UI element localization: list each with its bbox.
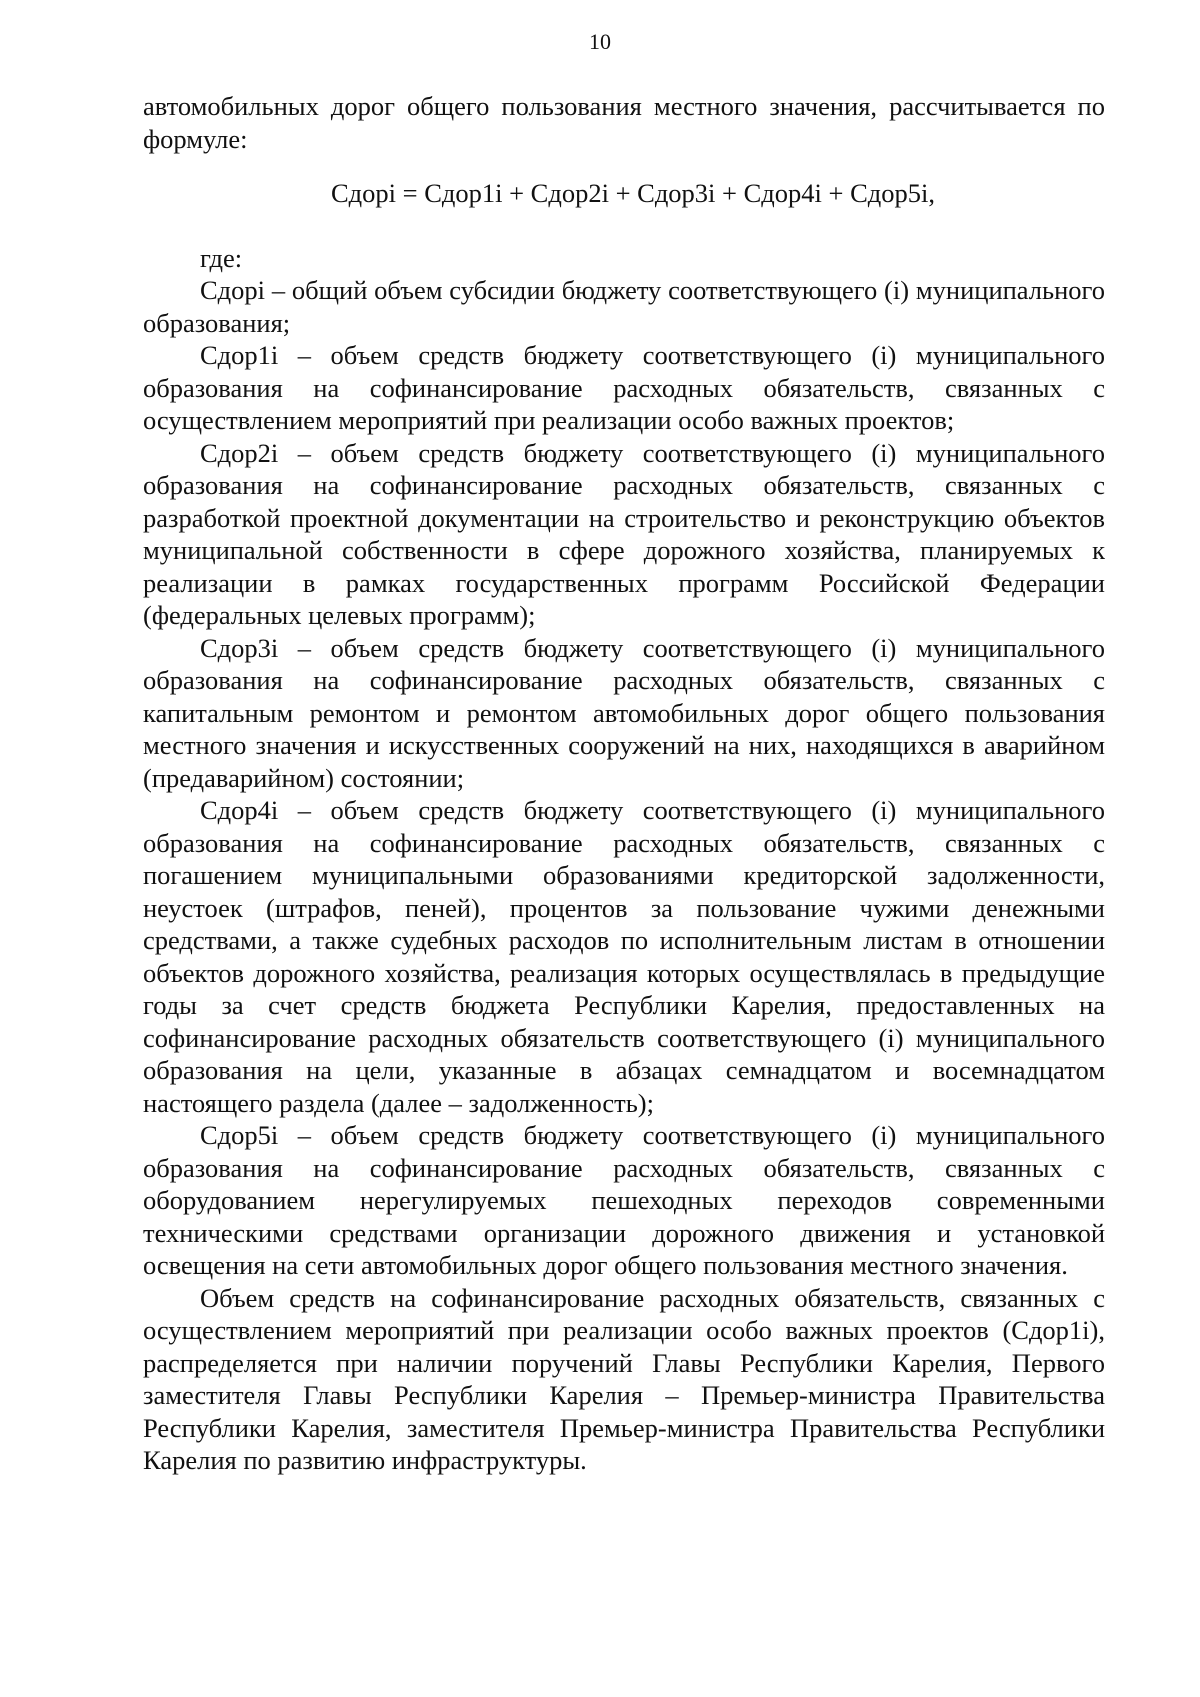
definition-sdor2-i: Сдор2i – объем средств бюджету соответствующего (i) муниципального образования на софинансирование расходных обязательств, связанных с разработкой проектной документации на строительство и реконструкцию объектов муниципальной собственности в сфере дорожного хозяйства, планируемых к реализации в рамках государственных программ Российской Федерации (федеральных целевых программ); bbox=[143, 437, 1105, 630]
definition-sdor4-i: Сдор4i – объем средств бюджету соответствующего (i) муниципального образования на софинансирование расходных обязательств, связанных с погашением муниципальными образованиями кредиторской задолженности, неустоек (штрафов, пеней), процентов за пользование чужими денежными средствами, а также судебных расходов по исполнительным листам в отношении объектов дорожного хозяйства, реализация которых осуществлялась в предыдущие годы за счет средств бюджета Республики Карелия, предоставленных на софинансирование расходных обязательств соответствующего (i) муниципального образования на цели, указанные в абзацах семнадцатом и восемнадцатом настоящего раздела (далее – задолженность); bbox=[143, 795, 1105, 1118]
definition-sdor5-i: Сдор5i – объем средств бюджету соответствующего (i) муниципального образования на софинансирование расходных обязательств, связанных с оборудованием нерегулируемых пешеходных переходов современными техническими средствами организации дорожного движения и установкой освещения на сети автомобильных дорог общего пользования местного значения. bbox=[143, 1120, 1105, 1280]
formula: Сдорi = Сдор1i + Сдор2i + Сдор3i + Сдор4i + Сдор5i, bbox=[331, 178, 935, 208]
page-body bbox=[143, 90, 1105, 1477]
definition-sdor3-i: Сдор3i – объем средств бюджету соответствующего (i) муниципального образования на софинансирование расходных обязательств, связанных с капитальным ремонтом и ремонтом автомобильных дорог общего пользования местного значения и искусственных сооружений на них, находящихся в аварийном (предаварийном) состоянии; bbox=[143, 632, 1105, 793]
closing-paragraph: Объем средств на софинансирование расходных обязательств, связанных с осуществлением мероприятий при реализации особо важных проектов (Сдор1i), распределяется при наличии поручений Главы Республики Карелия, Первого заместителя Главы Республики Карелия – Премьер-министра Правительства Республики Карелия, заместителя Премьер-министра Правительства Республики Карелия по развитию инфраструктуры. bbox=[143, 1282, 1105, 1475]
where-label: где: bbox=[200, 242, 243, 273]
definition-sdor-i: Сдорi – общий объем субсидии бюджету соответствующего (i) муниципального образования; bbox=[143, 275, 1105, 338]
definition-sdor1-i: Сдор1i – объем средств бюджету соответствующего (i) муниципального образования на софинансирование расходных обязательств, связанных с осуществлением мероприятий при реализации особо важных проектов; bbox=[143, 340, 1105, 435]
intro-paragraph: автомобильных дорог общего пользования местного значения, рассчитывается по формуле: bbox=[143, 91, 1105, 154]
page-number: 10 bbox=[589, 29, 611, 54]
